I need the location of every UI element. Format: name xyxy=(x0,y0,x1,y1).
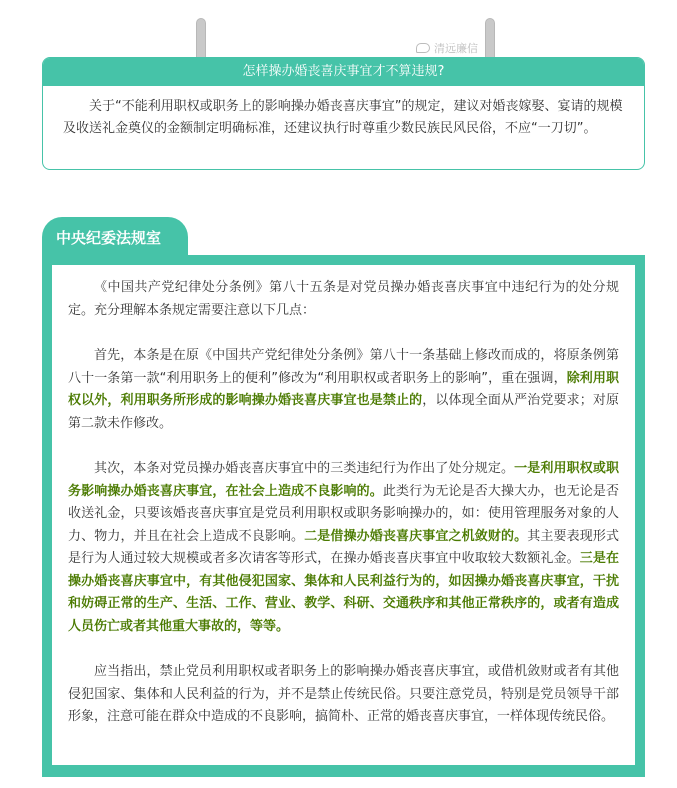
p3-text-c: 此类行为无论是否大操大办，也无论是否收送礼金，只要该婚丧喜庆事宜是党员利用职权或职务影响操办的，如：使用管理服务对象的人力、物力，并且在社会上造成不良影响。 xyxy=(68,483,619,544)
question-title: 怎样操办婚丧喜庆事宜才不算违规? xyxy=(43,58,644,86)
p3-highlight-1: 一是利用职权或职务影响操办婚丧喜庆事宜，在社会上造成不良影响的。 xyxy=(68,461,619,499)
p3-text-a: 其次，本条对党员操办婚丧喜庆事宜中的三类违纪行为作出了处分规定。 xyxy=(94,461,515,476)
p3-highlight-3: 三是在操办婚丧喜庆事宜中，有其他侵犯国家、集体和人民利益行为的，如因操办婚丧喜庆事宜，干扰和妨碍正常的生产、生活、工作、营业、教学、科研、交通秩序和其他正常秩序的，或者有造成人员伤亡或者其他重大事故的，等等。 xyxy=(68,551,619,634)
answer-paragraph-2 xyxy=(68,345,619,435)
binder-pin-right xyxy=(485,18,495,62)
binder-pin-left xyxy=(196,18,206,62)
p2-text-a: 首先，本条是在原《中国共产党纪律处分条例》第八十一条基础上修改而成的，将原条例第八十一条第一款“利用职务上的便利”修改为“利用职权或者职务上的影响”，重在强调， xyxy=(68,348,619,386)
p2-highlight: 除利用职权以外，利用职务所形成的影响操办婚丧喜庆事宜也是禁止的 xyxy=(68,370,619,408)
answer-paragraph-4: 应当指出，禁止党员利用职权或者职务上的影响操办婚丧喜庆事宜，或借机敛财或者有其他侵犯国家、集体和人民利益的行为，并不是禁止传统民俗。只要注意党员，特别是党员领导干部形象，注意可能在群众中造成的不良影响，搞简朴、正常的婚丧喜庆事宜，一样体现传统民俗。 xyxy=(68,664,619,724)
wechat-icon xyxy=(416,43,430,53)
p2-text-c: ，以体现全面从严治党要求；对原第二款未作修改。 xyxy=(68,393,619,431)
answer-paragraph-3 xyxy=(68,458,619,638)
watermark-text: 清远廉信 xyxy=(434,42,478,55)
answer-frame xyxy=(42,255,645,777)
watermark xyxy=(416,40,478,56)
answer-content xyxy=(52,265,635,765)
question-body: 关于“不能利用职权或职务上的影响操办婚丧喜庆事宜”的规定，建议对婚丧嫁娶、宴请的规模及收送礼金奠仪的金额制定明确标准，还建议执行时尊重少数民族民风民俗，不应“一刀切”。 xyxy=(63,99,623,136)
answer-paragraph-1: 《中国共产党纪律处分条例》第八十五条是对党员操办婚丧喜庆事宜中违纪行为的处分规定。充分理解本条规定需要注意以下几点： xyxy=(68,280,619,318)
p3-text-e: 其主要表现形式是行为人通过较大规模或者多次请客等形式，在操办婚丧喜庆事宜中收取较大数额礼金。 xyxy=(68,528,619,566)
question-card xyxy=(42,57,645,170)
p3-highlight-2: 二是借操办婚丧喜庆事宜之机敛财的。 xyxy=(304,528,528,544)
section-tab: 中央纪委法规室 xyxy=(42,217,188,259)
